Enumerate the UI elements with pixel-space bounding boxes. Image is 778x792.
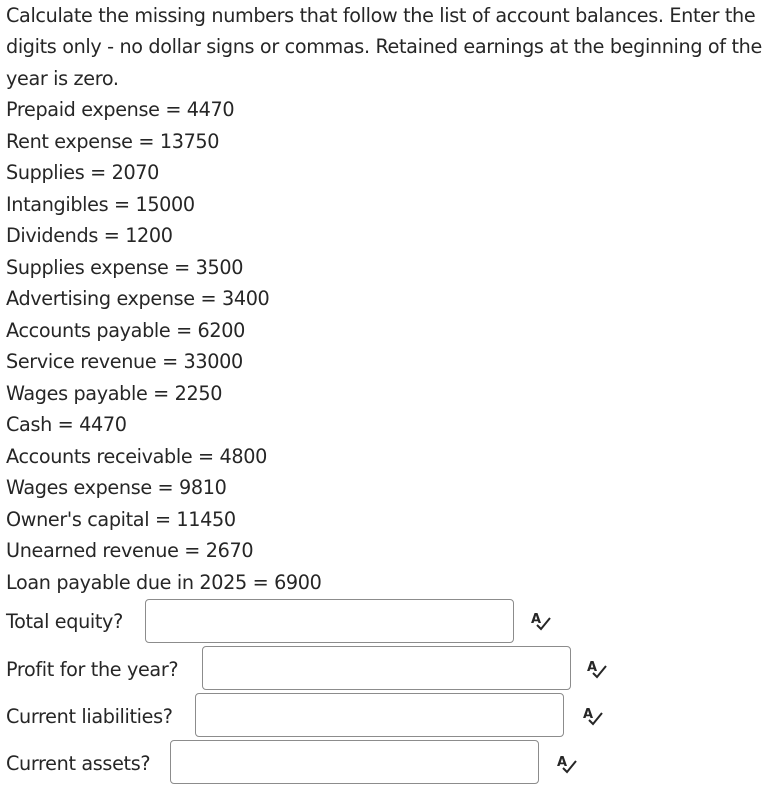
- balance-item: Service revenue = 33000: [6, 350, 243, 373]
- total-equity-input[interactable]: [145, 599, 514, 643]
- svg-text:A: A: [583, 707, 594, 722]
- instructions-text: Calculate the missing numbers that follow the list of account balances. Enter the digits only - no dollar signs or commas. Retained earnings at the beginning of the year is zero.: [6, 4, 762, 90]
- account-balances-list: [6, 94, 322, 598]
- balance-item: Supplies = 2070: [6, 161, 160, 184]
- current-liabilities-input[interactable]: [195, 693, 564, 737]
- balance-item: Accounts receivable = 4800: [6, 444, 267, 468]
- question-current-liabilities: [6, 692, 173, 740]
- balance-item: Prepaid expense = 4470: [6, 98, 235, 121]
- balance-item: Rent expense = 13750: [6, 129, 220, 153]
- question-label: Current assets?: [6, 751, 151, 775]
- question-label: Profit for the year?: [6, 657, 179, 681]
- balance-item: Cash = 4470: [6, 413, 127, 436]
- balance-item: Wages payable = 2250: [6, 381, 223, 405]
- profit-for-year-input[interactable]: [202, 646, 571, 690]
- spellcheck-icon[interactable]: [586, 658, 608, 680]
- svg-text:A: A: [557, 755, 568, 770]
- question-label: Total equity?: [6, 609, 123, 633]
- question-current-assets: [6, 739, 150, 787]
- spellcheck-icon[interactable]: [530, 610, 552, 632]
- balance-item: Dividends = 1200: [6, 224, 173, 247]
- balance-item: Accounts payable = 6200: [6, 318, 245, 342]
- balance-item: Supplies expense = 3500: [6, 255, 244, 279]
- balance-item: Wages expense = 9810: [6, 476, 227, 499]
- balance-item: Owner's capital = 11450: [6, 507, 236, 531]
- svg-text:A: A: [587, 660, 598, 675]
- question-label: Current liabilities?: [6, 704, 173, 728]
- question-total-equity: [6, 597, 123, 645]
- spellcheck-icon[interactable]: [556, 753, 578, 775]
- current-assets-input[interactable]: [170, 740, 539, 784]
- balance-item: Advertising expense = 3400: [6, 287, 270, 310]
- balance-item: Loan payable due in 2025 = 6900: [6, 570, 322, 594]
- balance-item: Unearned revenue = 2670: [6, 539, 254, 562]
- spellcheck-icon[interactable]: [582, 705, 604, 727]
- svg-text:A: A: [531, 612, 542, 627]
- question-profit-for-year: [6, 645, 178, 693]
- balance-item: Intangibles = 15000: [6, 192, 195, 216]
